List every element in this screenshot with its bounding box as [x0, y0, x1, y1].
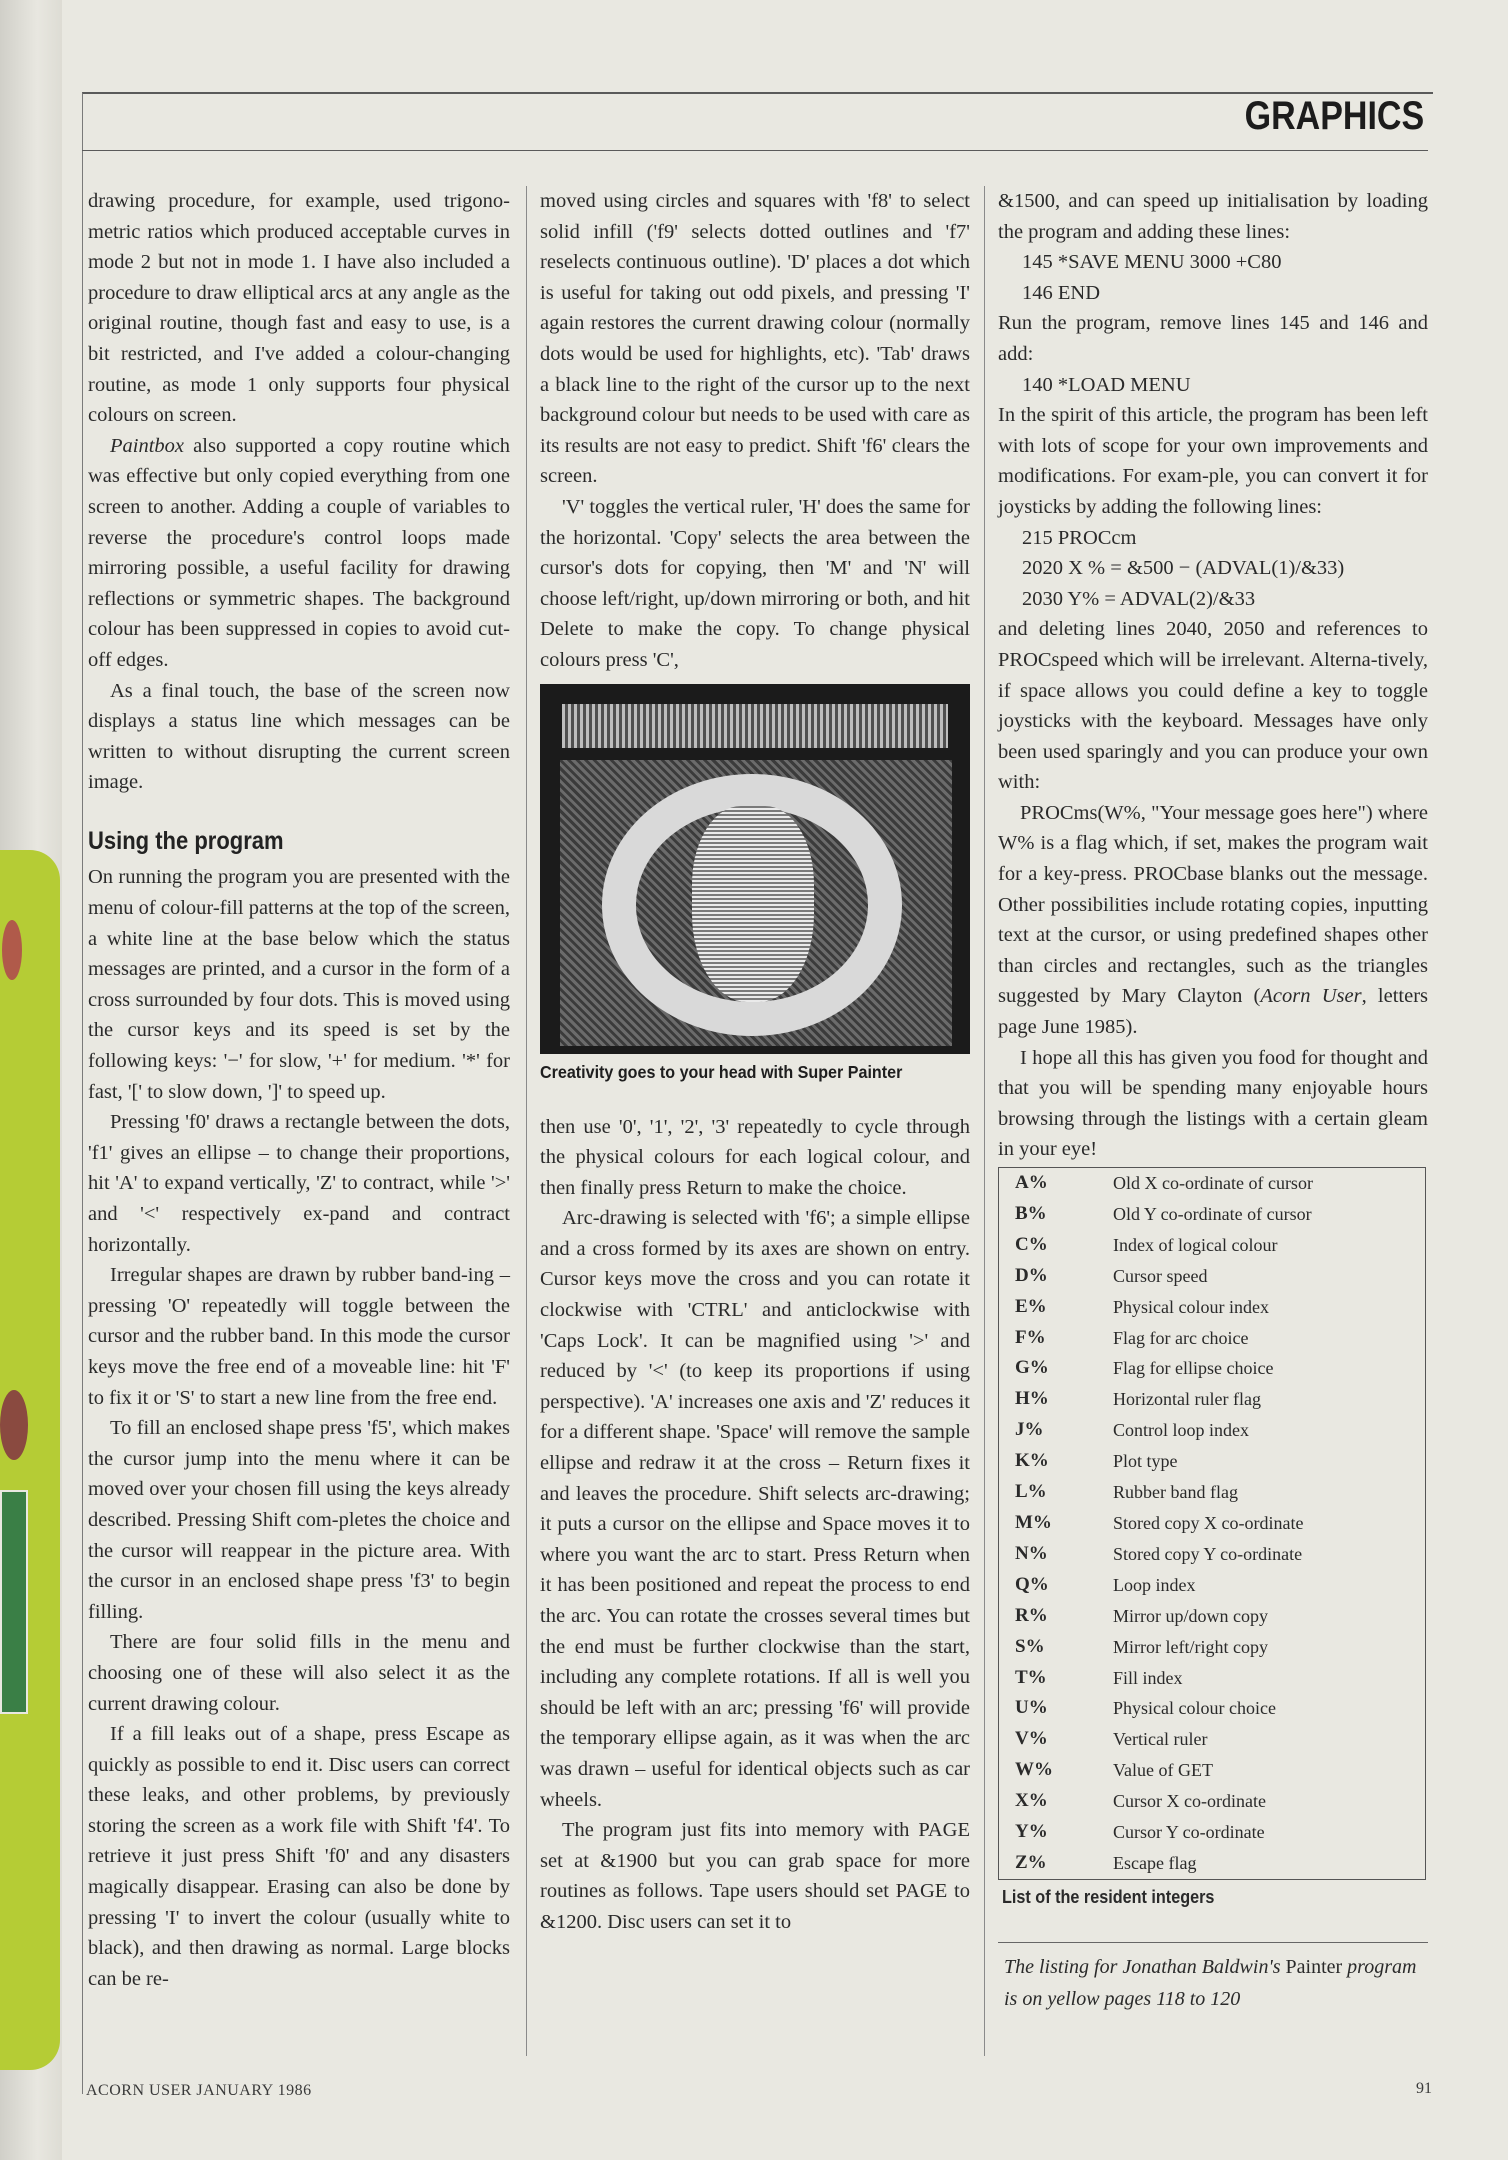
- paragraph: and deleting lines 2040, 2050 and references to PROCspeed which will be irrelevant. Alterna-tively, if space allows you could define a key to toggle joysticks with the keyboard. Messages have only been used sparingly and you can produce your own with:: [998, 618, 1428, 794]
- screenshot-image: [540, 684, 970, 1054]
- paragraph: Arc-drawing is selected with 'f6'; a simple ellipse and a cross formed by its axes are shown on entry. Cursor keys move the cross and you can rotate it clockwise with 'CTRL' and anticlockwise with 'Caps Lock'. It can be magnified using '>' and reduced by '<' (to keep its proportions if using perspective). 'A' increases one axis and 'Z' reduces it for a different shape. 'Space' will remove the sample ellipse and redraw it at the cross – Return fixes it and leaves the procedure. Shift selects arc-drawing; it puts a cursor on the ellipse and Space moves it to where you want the arc to start. Press Return when it has been positioned and repeat the process to end the arc. You can rotate the crosses several times but the end must be further clockwise than the start, including any complete rotations. If all is well you should be left with an arc; pressing 'f6' will provide the temporary ellipse again, as it was when the arc was drawn – useful for identical objects such as car wheels.: [540, 1207, 970, 1811]
- integer-description: Plot type: [1113, 1451, 1178, 1472]
- code-line: 146 END: [1022, 281, 1101, 304]
- integer-description: Mirror left/right copy: [1113, 1636, 1268, 1657]
- table-row: [999, 1570, 1426, 1601]
- code-line: 2020 X % = &500 − (ADVAL(1)/&33): [1022, 557, 1345, 580]
- column-divider: [984, 186, 985, 2056]
- paragraph: To fill an enclosed shape press 'f5', which makes the cursor jump into the menu where it can be moved over your chosen fill using the keys already described. Pressing Shift com-pletes the choice and the cursor will reappear in the picture area. With the cursor in an enclosed shape press 'f3' to begin filling.: [88, 1417, 510, 1623]
- screen-face-drawing: [692, 806, 814, 1002]
- integer-name: F%: [1015, 1326, 1046, 1348]
- integer-name: M%: [1015, 1511, 1052, 1533]
- paragraph: [998, 798, 1428, 1043]
- integer-name: T%: [1015, 1666, 1047, 1688]
- left-page-edge: [0, 0, 62, 2160]
- integer-name: Q%: [1015, 1573, 1049, 1595]
- table-row: [999, 1477, 1426, 1508]
- table-row: [999, 1323, 1426, 1354]
- paragraph: Irregular shapes are drawn by rubber band-ing – pressing 'O' repeatedly will toggle between the cursor and the rubber band. In this mode the cursor keys move the free end of a moveable line: hit 'F' to fix it or 'S' to start a new line from the free end.: [88, 1264, 510, 1409]
- integer-description: Escape flag: [1113, 1852, 1197, 1873]
- integer-name: C%: [1015, 1233, 1048, 1255]
- table-row: [999, 1292, 1426, 1323]
- adjacent-page-artwork-panel: [0, 1490, 28, 1714]
- listing-note: [998, 1951, 1428, 2015]
- integer-description: Physical colour choice: [1113, 1698, 1276, 1719]
- integer-description: Old X co-ordinate of cursor: [1113, 1173, 1313, 1193]
- paragraph: [88, 431, 510, 676]
- adjacent-page-artwork-mark: [0, 1390, 28, 1460]
- integer-name: E%: [1015, 1295, 1047, 1317]
- table-row: [999, 1353, 1426, 1384]
- integer-description: Control loop index: [1113, 1420, 1249, 1441]
- table-row: [999, 1663, 1426, 1694]
- paragraph: drawing procedure, for example, used trigono-metric ratios which produced acceptable curves in mode 2 but not in mode 1. I have also included a procedure to draw elliptical arcs at any angle as the original routine, though fast and easy to use, is a bit restricted, and I've added a colour-changing routine, as mode 1 only supports four physical colours on screen.: [88, 190, 510, 427]
- code-line: 2030 Y% = ADVAL(2)/&33: [1022, 587, 1256, 610]
- integer-description: Physical colour index: [1113, 1296, 1269, 1317]
- integer-name: D%: [1015, 1264, 1048, 1286]
- paragraph: On running the program you are presented with the menu of colour-fill patterns at the top of the screen, a white line at the base below which the status messages are printed, and a cursor in the form of a cross surrounded by four dots. This is moved using the cursor keys and its speed is set by the following keys: '−' for slow, '+' for medium. '*' for fast, '[' to slow down, ']' to speed up.: [88, 866, 510, 1103]
- integer-name: H%: [1015, 1388, 1049, 1410]
- italic-title: Acorn User: [1260, 985, 1362, 1008]
- integer-name: L%: [1015, 1481, 1047, 1503]
- paragraph: There are four solid fills in the menu and choosing one of these will also select it as the current drawing colour.: [88, 1631, 510, 1715]
- table-row: [999, 1601, 1426, 1632]
- integer-name: Z%: [1015, 1851, 1047, 1873]
- integer-description: Cursor Y co-ordinate: [1113, 1822, 1265, 1843]
- table-row: [999, 1199, 1426, 1230]
- header-rule: [82, 150, 1428, 151]
- integer-description: Cursor speed: [1113, 1265, 1208, 1286]
- code-line: 140 *LOAD MENU: [1022, 373, 1191, 396]
- code-line: 215 PROCcm: [1022, 526, 1137, 549]
- integer-name: R%: [1015, 1604, 1048, 1626]
- table-row: [999, 1693, 1426, 1724]
- table-row: [999, 1848, 1426, 1879]
- adjacent-page-artwork: [0, 850, 60, 2070]
- listing-program-name: Painter: [1285, 1956, 1343, 1979]
- table-row: [999, 1817, 1426, 1848]
- footer-publication: ACORN USER JANUARY 1986: [86, 2082, 312, 2099]
- table-caption: List of the resident integers: [1002, 1886, 1215, 1907]
- table-row: [999, 1415, 1426, 1446]
- paragraph-text: PROCms(W%, "Your message goes here") where W% is a flag which, if set, makes the program wait for a key-press. PROCbase blanks out the message. Other possibilities include rotating copies, inputting text at the cursor, or using predefined shapes other than circles and rectangles, such as the triangles suggested by Mary Clayton (: [998, 801, 1428, 1008]
- italic-title: Paintbox: [110, 434, 185, 457]
- integer-description: Vertical ruler: [1113, 1729, 1208, 1750]
- column-divider: [526, 186, 527, 2056]
- paragraph: then use '0', '1', '2', '3' repeatedly to cycle through the physical colours for each logical colour, and then finally press Return to make the choice.: [540, 1115, 970, 1199]
- integer-name: X%: [1015, 1790, 1048, 1812]
- section-title: GRAPHICS: [1244, 94, 1424, 138]
- subheading: Using the program: [88, 826, 284, 855]
- integer-name: B%: [1015, 1202, 1047, 1224]
- paragraph-text: also supported a copy routine which was effective but only copied everything from one screen to another. Adding a couple of variables to reverse the procedure's control loops made mirroring possible, a useful facility for drawing reflections or symmetric shapes. The background colour has been suppressed in copies to avoid cut-off edges.: [88, 434, 510, 671]
- paragraph: 'V' toggles the vertical ruler, 'H' does the same for the horizontal. 'Copy' selects the area between the cursor's dots for copying, then 'M' and 'N' will choose left/right, up/down mirroring or both, and hit Delete to make the copy. To change physical colours press 'C',: [540, 495, 970, 671]
- table-row: [999, 1168, 1426, 1199]
- table-row: [999, 1755, 1426, 1786]
- integer-description: Flag for arc choice: [1113, 1327, 1249, 1348]
- table-row: [999, 1786, 1426, 1817]
- image-caption: Creativity goes to your head with Super Painter: [540, 1061, 903, 1082]
- integer-name: U%: [1015, 1697, 1048, 1719]
- paragraph: moved using circles and squares with 'f8' to select solid infill ('f9' selects dotted outlines and 'f7' reselects continuous outline). 'D' places a dot which is useful for taking out odd pixels, and pressing 'I' again restores the current drawing colour (normally dots would be used for highlights, etc). 'Tab' draws a black line to the right of the cursor up to the next background colour but needs to be used with care as its results are not easy to predict. Shift 'f6' clears the screen.: [540, 190, 970, 488]
- paragraph: As a final touch, the base of the screen now displays a status line which messages can be written to without disrupting the current screen image.: [88, 679, 510, 794]
- adjacent-page-artwork-mark: [2, 920, 22, 980]
- paragraph: I hope all this has given you food for thought and that you will be spending many enjoyable hours browsing through the listings with a certain gleam in your eye!: [998, 1046, 1428, 1161]
- column-2: [540, 186, 970, 1938]
- table-row: [999, 1508, 1426, 1539]
- resident-integers-table: [998, 1167, 1426, 1880]
- integer-description: Fill index: [1113, 1667, 1183, 1688]
- table-row: [999, 1384, 1426, 1415]
- table-row: [999, 1230, 1426, 1261]
- paragraph: Run the program, remove lines 145 and 146 and add:: [998, 312, 1428, 365]
- integer-name: S%: [1015, 1635, 1045, 1657]
- listing-note-text: program is on yellow pages 118 to 120: [1004, 1956, 1417, 2011]
- column-3: [998, 186, 1428, 2015]
- table-row: [999, 1632, 1426, 1663]
- integer-description: Cursor X co-ordinate: [1113, 1791, 1266, 1812]
- listing-note-text: The listing for Jonathan Baldwin's: [1004, 1956, 1286, 1979]
- integer-description: Stored copy Y co-ordinate: [1113, 1543, 1303, 1564]
- integer-description: Mirror up/down copy: [1113, 1605, 1268, 1626]
- paragraph: Pressing 'f0' draws a rectangle between the dots, 'f1' gives an ellipse – to change their proportions, hit 'A' to expand vertically, 'Z' to contract, while '>' and '<' respectively ex-pand and contract horizontally.: [88, 1111, 510, 1256]
- screen-banner: [562, 704, 948, 748]
- integer-name: J%: [1015, 1419, 1044, 1441]
- paragraph: In the spirit of this article, the program has been left with lots of scope for your own improvements and modifications. For exam-ple, you can convert it for joysticks by adding the following lines:: [998, 404, 1428, 518]
- paragraph: &1500, and can speed up initialisation by loading the program and adding these lines:: [998, 190, 1428, 243]
- table-row: [999, 1261, 1426, 1292]
- table-row: [999, 1724, 1426, 1755]
- paragraph: The program just fits into memory with PAGE set at &1900 but you can grab space for more routines as follows. Tape users should set PAGE to &1200. Disc users can set it to: [540, 1819, 970, 1933]
- integer-description: Old Y co-ordinate of cursor: [1113, 1203, 1312, 1224]
- paragraph: If a fill leaks out of a shape, press Escape as quickly as possible to end it. Disc users can correct these leaks, and other problems, by previously storing the screen as a work file with Shift 'f4'. To retrieve it just press Shift 'f0' and any disasters magically disappear. Erasing can also be done by pressing 'I' to invert the colour (usually white to black), and then drawing as normal. Large blocks can be re-: [88, 1723, 510, 1990]
- listing-rule: [998, 1942, 1428, 1943]
- integer-name: G%: [1015, 1357, 1049, 1379]
- page-number: 91: [1416, 2080, 1432, 2097]
- column-1: [88, 186, 510, 1994]
- integer-description: Stored copy X co-ordinate: [1113, 1512, 1304, 1533]
- integer-name: N%: [1015, 1542, 1048, 1564]
- integer-name: V%: [1015, 1728, 1048, 1750]
- integer-description: Value of GET: [1113, 1760, 1213, 1781]
- code-line: 145 *SAVE MENU 3000 +C80: [1022, 251, 1282, 274]
- integer-name: Y%: [1015, 1821, 1048, 1843]
- table-row: [999, 1539, 1426, 1570]
- integer-description: Horizontal ruler flag: [1113, 1389, 1261, 1410]
- integer-description: Loop index: [1113, 1574, 1196, 1595]
- integer-name: A%: [1015, 1172, 1048, 1193]
- integer-description: Rubber band flag: [1113, 1482, 1238, 1503]
- integer-name: K%: [1015, 1450, 1049, 1472]
- integer-name: W%: [1015, 1759, 1053, 1781]
- table-row: [999, 1446, 1426, 1477]
- integer-description: Flag for ellipse choice: [1113, 1358, 1274, 1379]
- paragraph-text: , letters page June 1985).: [998, 985, 1428, 1039]
- integer-description: Index of logical colour: [1113, 1234, 1278, 1255]
